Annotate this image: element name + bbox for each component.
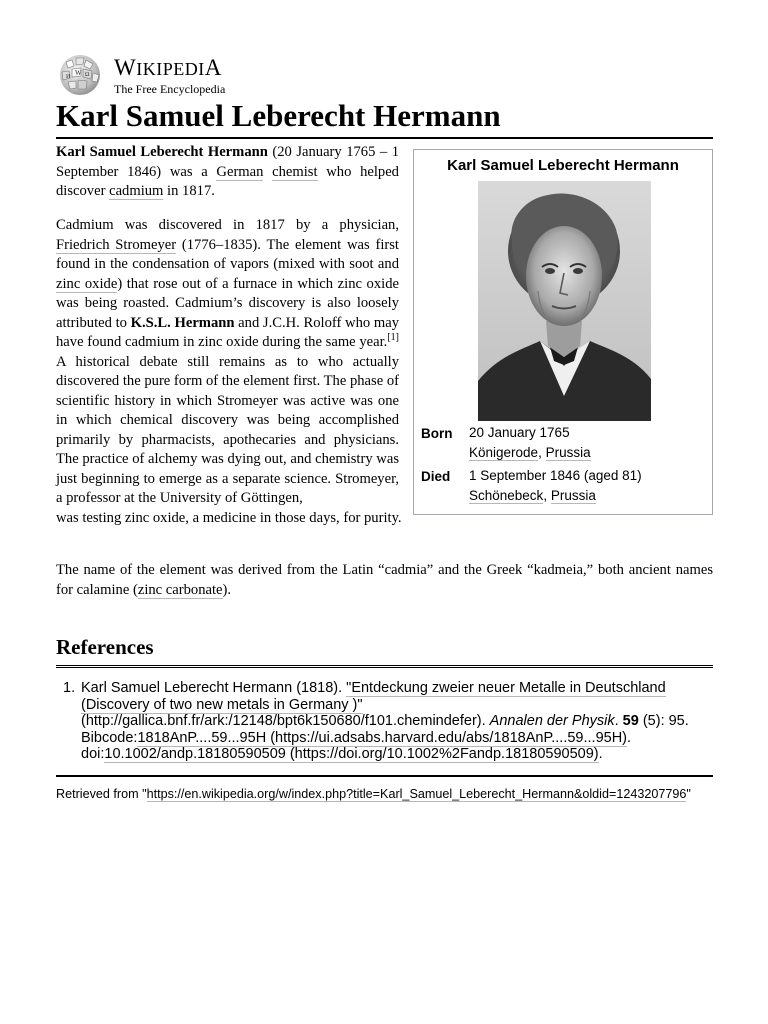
- retrieved-from: Retrieved from "https://en.wikipedia.org/w/index.php?title=Karl_Samuel_Leberecht_Hermann&oldid=1243207796": [56, 787, 691, 801]
- references-list: [56, 680, 713, 763]
- portrait-image: [478, 181, 651, 421]
- born-date: 20 January 1765: [469, 425, 570, 440]
- reference-item: 1. Karl Samuel Leberecht Hermann (1818). "Entdeckung zweier neuer Metalle in Deutschland (Discovery of two new metals in Germany )" (http://gallica.bnf.fr/ark:/12148/bpt6k150680/f101.chemindefer). Annalen der Physik. 59 (5): 95. Bibcode:1818AnP....59...95H (https://ui.adsabs.harvard.edu/abs/1818AnP....59...95H). doi:10.1002/andp.18180590509 (https://doi.org/10.1002%2Fandp.18180590509).: [63, 680, 689, 762]
- wikipedia-globe-icon: [56, 54, 104, 96]
- etymology-paragraph: The name of the element was derived from the Latin “cadmia” and the Greek “kadmeia,” both ancient names for calamine (zinc carbonate).: [56, 562, 713, 598]
- died-value: [469, 466, 642, 506]
- link-zinc-carbonate[interactable]: zinc carbonate: [137, 581, 223, 598]
- wordmark-tagline: The Free Encyclopedia: [114, 82, 226, 96]
- wikipedia-wordmark: [114, 56, 225, 96]
- link-prussia-died[interactable]: Prussia: [550, 488, 596, 503]
- link-german[interactable]: German: [216, 163, 264, 180]
- retrieved-url-link[interactable]: https://en.wikipedia.org/w/index.php?title=Karl_Samuel_Leberecht_Hermann&oldid=1243207796: [146, 787, 687, 801]
- link-schonebeck[interactable]: Schönebeck: [469, 488, 544, 503]
- svg-text:Ω: Ω: [85, 72, 90, 78]
- lead-paragraph: Karl Samuel Leberecht Hermann (20 January 1765 – 1 September 1846) was a German chemist who helped discover cadmium in 1817.: [56, 144, 399, 199]
- link-konigerode[interactable]: Königerode: [469, 445, 539, 460]
- link-friedrich-stromeyer[interactable]: Friedrich Stromeyer: [56, 236, 177, 253]
- footer-divider: [56, 775, 713, 777]
- references-heading: References: [56, 633, 713, 668]
- bold-ksl-hermann: K.S.L. Hermann: [130, 314, 235, 331]
- discovery-paragraph: Cadmium was discovered in 1817 by a physician, Friedrich Stromeyer (1776–1835). The element was first found in the condensation of vapors (mixed with soot and zinc oxide) that rose out of a furnace in which zinc oxide was being roasted. Cadmium’s discovery is also loosely attributed to K.S.L. Hermann and J.C.H. Roloff who may have found cadmium in zinc oxide during the same year.[1] A historical debate still remains as to who actually discovered the pure form of the element first. The phase of scientific history in which Stromeyer was active was one in which chemical discovery was being accomplished primarily by pharmacists, apothecaries and physicians. The practice of alchemy was dying out, and chemistry was just beginning to emerge as a separate science. Stromeyer, a professor at the University of Göttingen, was testing zinc oxide, a medicine in those days, for purity.: [56, 216, 399, 528]
- born-value: [469, 423, 591, 463]
- died-place: Schönebeck, Prussia: [469, 488, 596, 503]
- wordmark-title: WIKIPEDIA: [114, 55, 222, 80]
- reference-title-link[interactable]: "Entdeckung zweier neuer Metalle in Deutschland (Discovery of two new metals in Germany )": [81, 680, 666, 713]
- doi-link[interactable]: 10.1002/andp.18180590509 (https://doi.org/10.1002%2Fandp.18180590509): [104, 746, 599, 762]
- infobox: [413, 149, 713, 515]
- infobox-title: Karl Samuel Leberecht Hermann: [447, 157, 679, 174]
- link-chemist[interactable]: chemist: [272, 163, 318, 180]
- link-zinc-oxide[interactable]: zinc oxide: [56, 275, 118, 292]
- svg-text:W: W: [75, 69, 82, 77]
- subject-name: Karl Samuel Leberecht Hermann: [56, 144, 268, 160]
- svg-text:И: И: [66, 74, 71, 80]
- reference-number: 1.: [63, 680, 76, 696]
- discovery-last-line: was testing zinc oxide, a medicine in those days, for purity.: [56, 509, 402, 526]
- died-date: 1 September 1846 (aged 81): [469, 468, 642, 483]
- page-title: Karl Samuel Leberecht Hermann: [56, 96, 713, 139]
- citation-link[interactable]: [1]: [387, 332, 399, 344]
- bibcode-link[interactable]: 1818AnP....59...95H (https://ui.adsabs.harvard.edu/abs/1818AnP....59...95H): [137, 729, 628, 746]
- link-cadmium[interactable]: cadmium: [109, 183, 164, 199]
- died-label: Died: [421, 469, 451, 484]
- journal-volume: 59: [622, 713, 639, 729]
- link-prussia-born[interactable]: Prussia: [545, 445, 591, 460]
- journal-name: Annalen der Physik: [489, 713, 615, 729]
- born-place: Königerode, Prussia: [469, 445, 591, 460]
- born-label: Born: [421, 426, 453, 441]
